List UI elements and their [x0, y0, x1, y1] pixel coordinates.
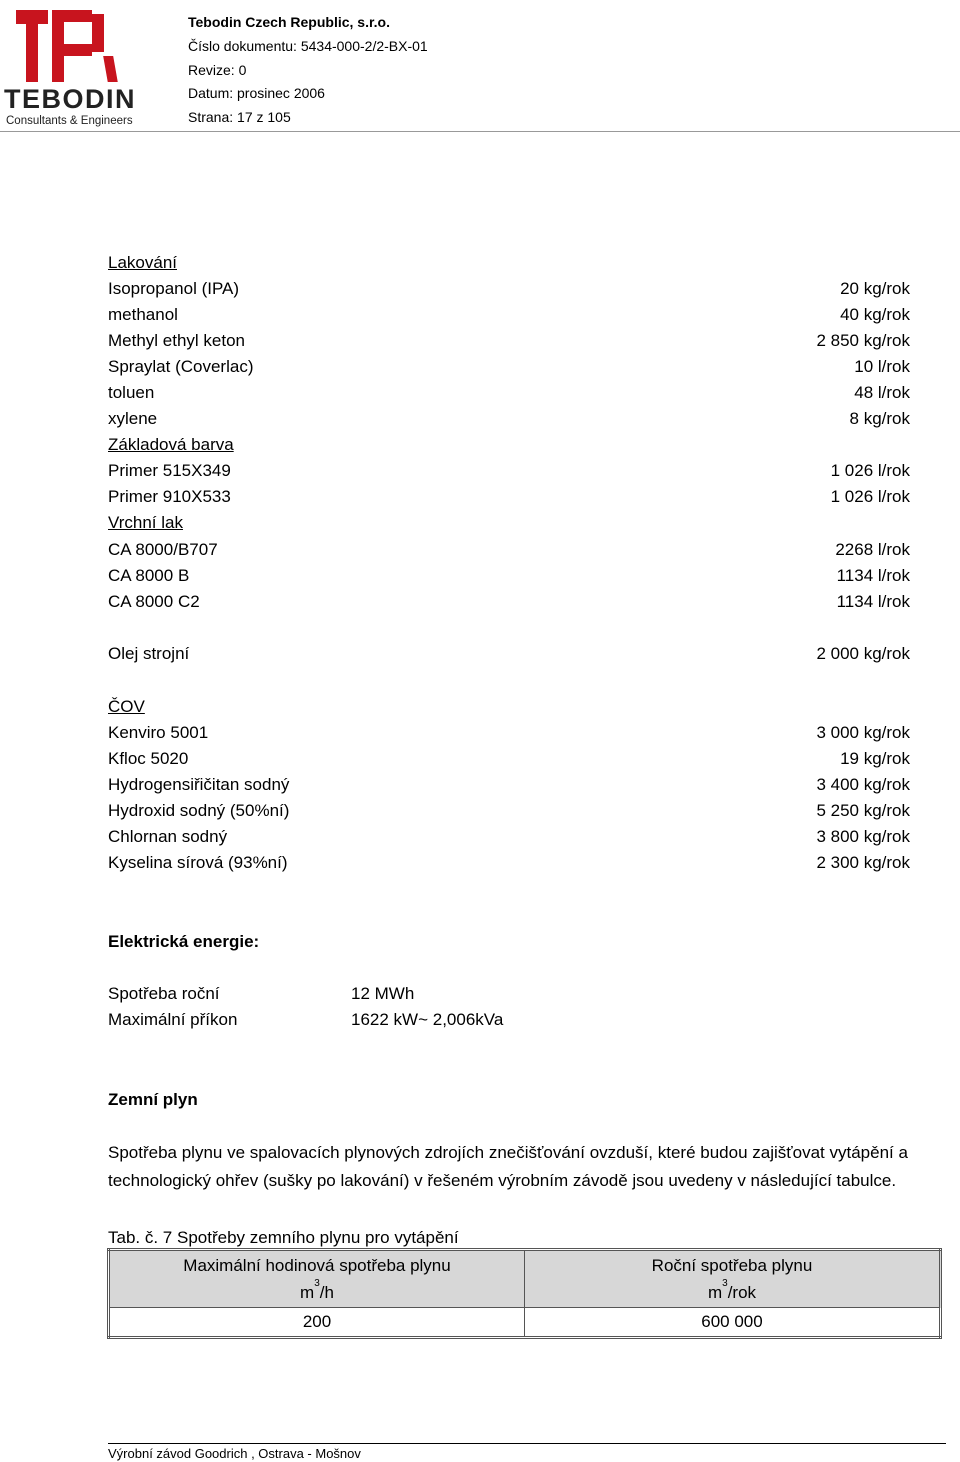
table-header-cell [109, 1250, 525, 1308]
item-value: 3 400 kg/rok [816, 775, 910, 794]
gas-paragraph: Spotřeba plynu ve spalovacích plynových zdrojích znečišťování ovzduší, které budou zajišťovat vytápění a technologický ohřev (sušky po lakování) v řešeném výrobním závodě jsou uvedeny v následující tabulce. [108, 1143, 908, 1190]
logo-wordmark: TEBODIN [4, 84, 136, 114]
header-revision: Revize: 0 [188, 62, 247, 78]
item-name: Hydrogensiřičitan sodný [108, 775, 290, 794]
table-caption: Tab. č. 7 Spotřeby zemního plynu pro vytápění [108, 1228, 459, 1247]
section-heading-vrchni-lak: Vrchní lak [108, 513, 183, 532]
col2-title: Roční spotřeba plynu [651, 1256, 813, 1275]
item-value: 2 850 kg/rok [816, 331, 910, 350]
logo-tagline: Consultants & Engineers [6, 115, 133, 127]
item-name: methanol [108, 305, 178, 324]
footer-divider [108, 1443, 946, 1444]
table-header-row [109, 1250, 941, 1308]
table-cell: 200 [109, 1308, 525, 1338]
header-doc-number: Číslo dokumentu: 5434-000-2/2-BX-01 [188, 38, 428, 54]
item-name: toluen [108, 383, 155, 402]
tebodin-logo [4, 4, 154, 128]
item-name: Chlornan sodný [108, 827, 228, 846]
item-value: 1134 l/rok [836, 566, 910, 585]
section-heading-zakladova-barva: Základová barva [108, 435, 234, 454]
item-value: 1 026 l/rok [830, 487, 910, 506]
item-name: CA 8000/B707 [108, 540, 218, 559]
item-name: CA 8000 C2 [108, 592, 200, 611]
table-cell: 600 000 [525, 1308, 941, 1338]
item-name: CA 8000 B [108, 566, 190, 585]
item-value: 20 kg/rok [840, 279, 910, 298]
table-row [109, 1308, 941, 1338]
elektro-row-value: 12 MWh [351, 984, 415, 1003]
item-value: 3 800 kg/rok [816, 827, 910, 846]
item-name: Kyselina sírová (93%ní) [108, 853, 288, 872]
col1-title: Maximální hodinová spotřeba plynu [183, 1256, 451, 1275]
col2-unit: $m^3$/rok [707, 1278, 757, 1302]
item-value: 48 l/rok [854, 383, 910, 402]
item-name: Kenviro 5001 [108, 723, 209, 742]
elektro-row-label: Maximální příkon [108, 1010, 238, 1029]
item-value: 2 000 kg/rok [816, 644, 910, 663]
item-value: 5 250 kg/rok [816, 801, 910, 820]
item-value: 1134 l/rok [836, 592, 910, 611]
section-heading-lakovani: Lakování [108, 253, 177, 272]
item-value: 3 000 kg/rok [816, 723, 910, 742]
section-heading-elektricka-energie: Elektrická energie: [108, 932, 260, 951]
gas-consumption-table [107, 1248, 942, 1339]
header-divider [0, 131, 960, 132]
item-name: Olej strojní [108, 644, 190, 663]
item-value: 40 kg/rok [840, 305, 910, 324]
footer-text: Výrobní závod Goodrich , Ostrava - Mošnov [108, 1446, 361, 1461]
item-name: Spraylat (Coverlac) [108, 357, 254, 376]
header-company: Tebodin Czech Republic, s.r.o. [188, 14, 390, 30]
col1-unit: $m^3/h$ [300, 1278, 334, 1302]
item-name: Hydroxid sodný (50%ní) [108, 801, 290, 820]
table-header-cell [525, 1250, 941, 1308]
elektro-row-value: 1622 kW~ 2,006kVa [351, 1010, 504, 1029]
section-heading-cov: ČOV [108, 697, 145, 716]
item-name: Primer 910X533 [108, 487, 231, 506]
header-page: Strana: 17 z 105 [188, 109, 291, 125]
item-value: 1 026 l/rok [830, 461, 910, 480]
elektro-row-label: Spotřeba roční [108, 984, 220, 1003]
item-name: Kfloc 5020 [108, 749, 189, 768]
header-date: Datum: prosinec 2006 [188, 85, 325, 101]
item-name: Isopropanol (IPA) [108, 279, 240, 298]
item-name: xylene [108, 409, 158, 428]
item-value: 2268 l/rok [835, 540, 910, 559]
item-value: 19 kg/rok [840, 749, 910, 768]
item-name: Methyl ethyl keton [108, 331, 246, 350]
item-value: 2 300 kg/rok [816, 853, 910, 872]
section-heading-zemni-plyn: Zemní plyn [108, 1090, 198, 1109]
item-value: 8 kg/rok [849, 409, 910, 428]
item-name: Primer 515X349 [108, 461, 231, 480]
item-value: 10 l/rok [854, 357, 910, 376]
